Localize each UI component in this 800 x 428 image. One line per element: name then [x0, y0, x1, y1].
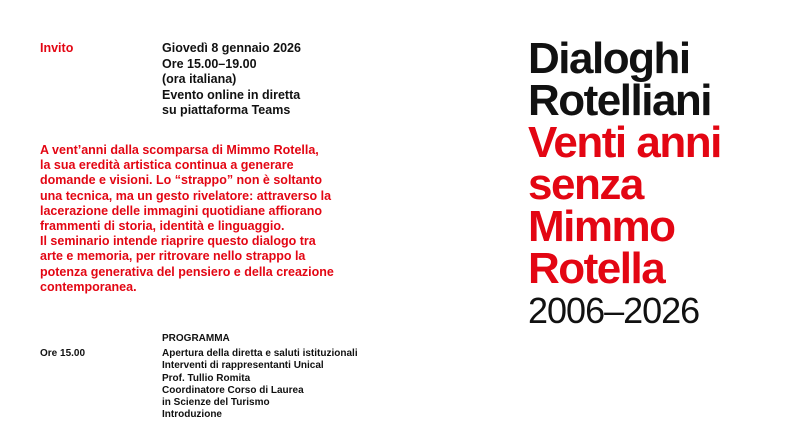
intro-line: lacerazione delle immagini quotidiane affiorano — [40, 203, 323, 218]
title-years: 2006–2026 — [528, 290, 700, 331]
event-platform: su piattaforma Teams — [162, 103, 291, 117]
program-item: Coordinatore Corso di Laurea — [162, 384, 304, 396]
title-line-venti-anni: Venti anni — [528, 118, 721, 167]
event-info — [162, 41, 301, 119]
event-format: Evento online in diretta — [162, 87, 301, 102]
intro-line: frammenti di storia, identità e linguaggio. — [40, 219, 285, 234]
program-item: Apertura della diretta e saluti istituzionali — [162, 348, 358, 359]
title-line-mimmo: Mimmo — [528, 202, 675, 251]
title-line-rotelliani: Rotelliani — [528, 76, 712, 125]
program-item: Introduzione — [162, 409, 222, 421]
intro-paragraph — [40, 143, 334, 295]
event-hours: Ore 15.00–19.00 — [162, 56, 257, 71]
event-title — [528, 34, 721, 332]
intro-line: una tecnica, ma un gesto rivelatore: attraverso la — [40, 188, 332, 203]
intro-line: A vent’anni dalla scomparsa di Mimmo Rotella, — [40, 143, 319, 157]
intro-line: arte e memoria, per ritrovare nello strappo la — [40, 249, 306, 264]
intro-line: Il seminario intende riaprire questo dialogo tra — [40, 234, 316, 249]
event-date: Giovedì 8 gennaio 2026 — [162, 41, 301, 55]
intro-line: la sua eredità artistica continua a generare — [40, 158, 294, 173]
intro-line: contemporanea. — [40, 279, 137, 294]
title-line-rotella: Rotella — [528, 244, 665, 293]
program-item: Interventi di rappresentanti Unical — [162, 360, 324, 372]
program-time: Ore 15.00 — [40, 348, 86, 359]
title-line-senza: senza — [528, 160, 643, 209]
event-timezone: (ora italiana) — [162, 72, 237, 86]
program-item: Prof. Tullio Romita — [162, 372, 251, 384]
invite-label: Invito — [40, 41, 74, 55]
title-line-dialoghi: Dialoghi — [528, 34, 690, 83]
program-title: PROGRAMMA — [162, 333, 230, 344]
program-list — [162, 348, 358, 422]
intro-line: potenza generativa del pensiero e della creazione — [40, 264, 334, 279]
program-item: in Scienze del Turismo — [162, 397, 270, 409]
intro-line: domande e visioni. Lo “strappo” non è soltanto — [40, 173, 322, 188]
